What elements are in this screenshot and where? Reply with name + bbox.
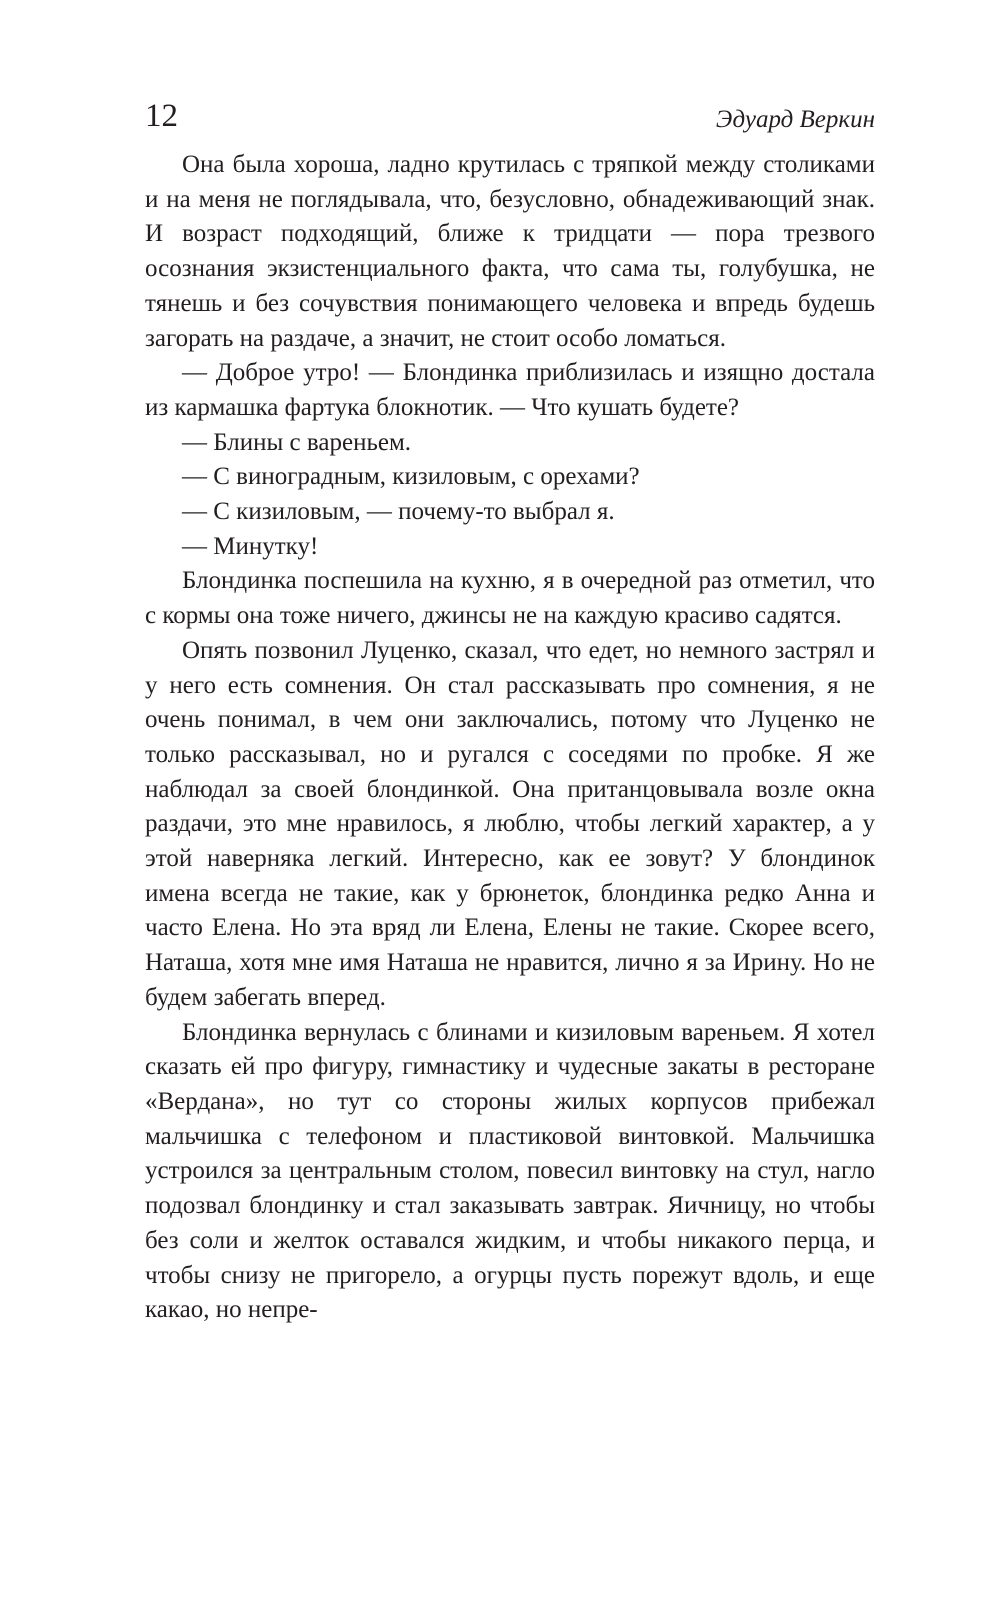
running-head-author: Эдуард Веркин bbox=[715, 106, 875, 133]
book-page bbox=[145, 96, 875, 1328]
paragraph: — С кизиловым, — почему-то выбрал я. bbox=[182, 498, 615, 526]
page-number: 12 bbox=[145, 98, 178, 134]
paragraph: — Доброе утро! — Блондинка приблизилась и изящно достала из кармашка фартука блокнотик. — Что кушать будете? bbox=[145, 359, 875, 421]
paragraph: Опять позвонил Луценко, сказал, что едет, но немного застрял и у него есть сомнения. Он стал рассказывать про сомнения, я не очень понимал, в чем они заключались, потому что Луценко не только рассказывал, но и ругался с соседями по пробке. Я же наблюдал за своей блондинкой. Она пританцовывала возле окна раздачи, это мне нравилось, я люблю, чтобы легкий характер, а у этой наверняка легкий. Интересно, как ее зовут? У блондинок имена всегда не такие, как у брюнеток, блондинка редко Анна и часто Елена. Но эта вряд ли Елена, Елены не такие. Скорее всего, Наташа, хотя мне имя Наташа не нравится, лично я за Ирину. Но не будем забегать вперед. bbox=[145, 636, 875, 1011]
paragraph: — Блины с вареньем. bbox=[182, 428, 412, 456]
paragraph: Она была хороша, ладно крутилась с тряпкой между столиками и на меня не поглядывала, что, безусловно, обнадеживающий знак. И возраст подходящий, ближе к тридцати — пора трезвого осознания экзистенциального факта, что сама ты, голубушка, не тянешь и без сочувствия понимающего человека и впредь будешь загорать на раздаче, а значит, не стоит особо ломаться. bbox=[145, 151, 875, 352]
running-head bbox=[145, 96, 875, 140]
body-text bbox=[145, 148, 875, 1328]
paragraph: Блондинка поспешила на кухню, я в очередной раз отметил, что с кормы она тоже ничего, джинсы не на каждую красиво садятся. bbox=[145, 567, 875, 630]
paragraph: Блондинка вернулась с блинами и кизиловым вареньем. Я хотел сказать ей про фигуру, гимнастику и чудесные закаты в ресторане «Вердана», но тут со стороны жилых корпусов прибежал мальчишка с телефоном и пластиковой винтовкой. Мальчишка устроился за центральным столом, повесил винтовку на стул, нагло подозвал блондинку и стал заказывать завтрак. Яичницу, но чтобы без соли и желток оставался жидким, и чтобы никакого перца, и чтобы снизу не пригорело, а огурцы пусть порежут вдоль, и еще какао, но непре- bbox=[145, 1018, 875, 1324]
paragraph: — С виноградным, кизиловым, с орехами? bbox=[182, 463, 640, 491]
paragraph: — Минутку! bbox=[182, 532, 319, 560]
